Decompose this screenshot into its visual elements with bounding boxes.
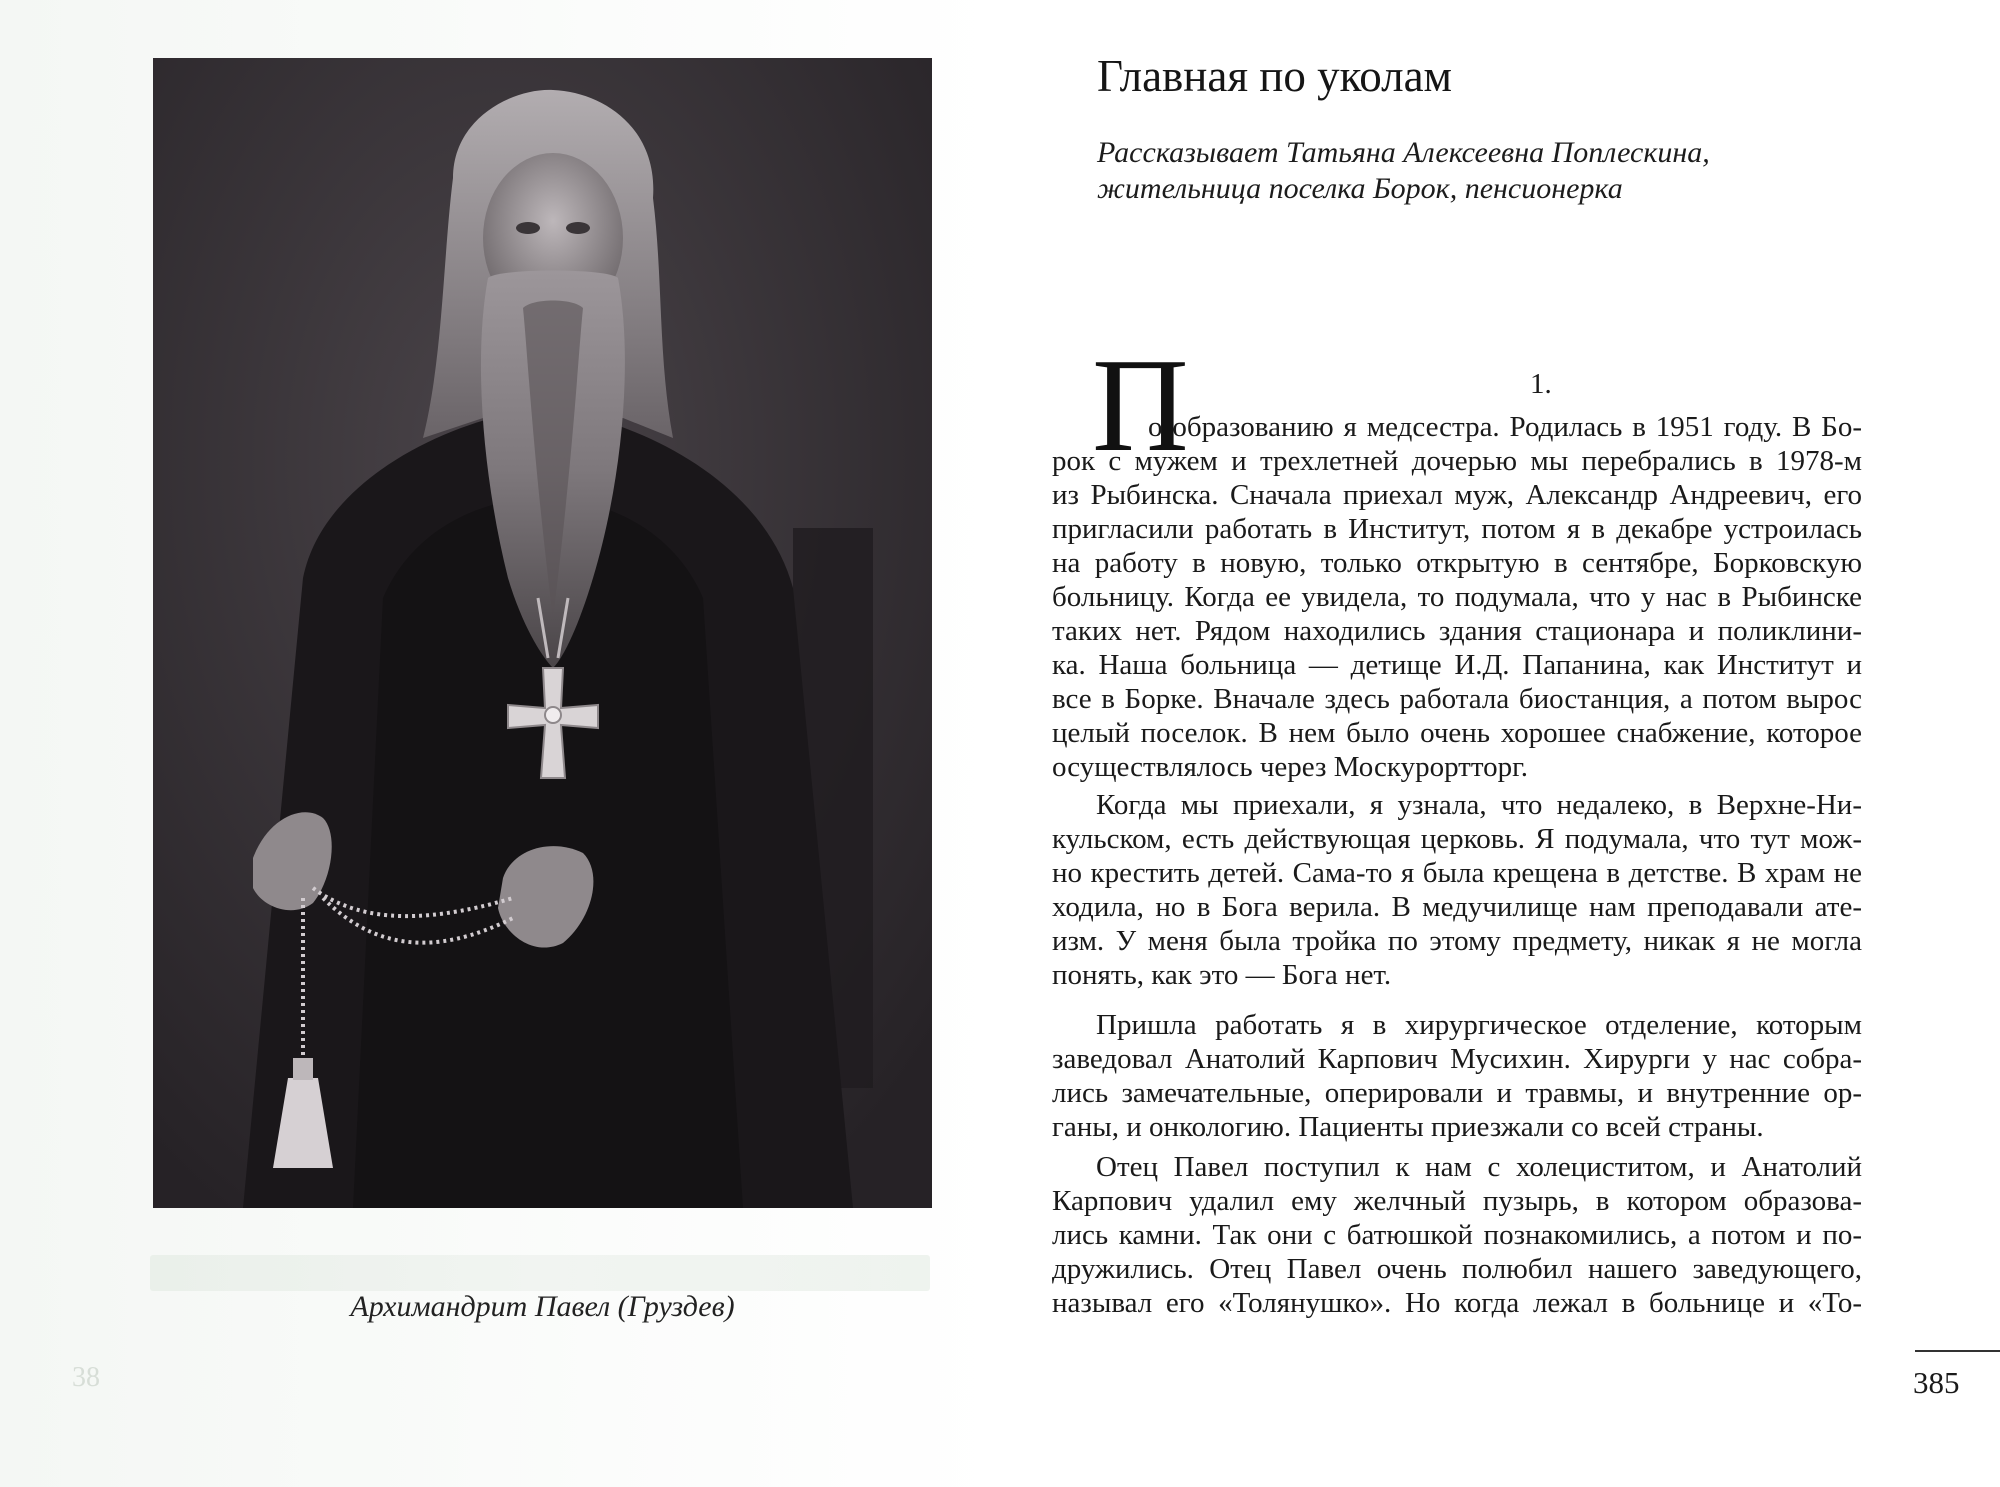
- text-line: заведовал Анатолий Карпович Мусихин. Хирурги у нас собра-: [1052, 1043, 1862, 1075]
- text-line: о образованию я медсестра. Родилась в 1951 году. В Бо-: [1148, 411, 1862, 443]
- text-line: понять, как это — Бога нет.: [1052, 959, 1392, 991]
- text-line: рок с мужем и трехлетней дочерью мы перебрались в 1978-м: [1052, 445, 1862, 477]
- bleed-through-page-number: 38: [72, 1362, 100, 1393]
- text-line: больницу. Когда ее увидела, то подумала, что у нас в Рыбинске: [1052, 581, 1862, 613]
- text-line: пригласили работать в Институт, потом я в декабре устроилась: [1052, 513, 1862, 545]
- text-line: Отец Павел поступил к нам с холециститом, и Анатолий: [1096, 1151, 1862, 1183]
- text-line: но крестить детей. Сама-то я была крещена в детстве. В храм не: [1052, 857, 1862, 889]
- portrait-photo: [153, 58, 932, 1208]
- subtitle-line: Рассказывает Татьяна Алексеевна Поплескина,: [1097, 136, 1710, 169]
- text-line: все в Борке. Вначале здесь работала биостанция, а потом вырос: [1052, 683, 1862, 715]
- text-line: из Рыбинска. Сначала приехал муж, Александр Андреевич, его: [1052, 479, 1862, 511]
- text-line: ганы, и онкологию. Пациенты приезжали со всей страны.: [1052, 1111, 1764, 1143]
- page-number: 385: [1913, 1365, 1960, 1400]
- bleed-through-text: [150, 1255, 930, 1291]
- text-line: таких нет. Рядом находились здания стационара и поликлини-: [1052, 615, 1862, 647]
- text-line: дружились. Отец Павел очень полюбил нашего заведующего,: [1052, 1253, 1862, 1285]
- text-line: ка. Наша больница — детище И.Д. Папанина, как Институт и: [1052, 649, 1862, 681]
- chapter-subtitle: [1097, 135, 1857, 207]
- text-line: Пришла работать я в хирургическое отделение, которым: [1096, 1009, 1862, 1041]
- text-line: ходила, но в Бога верила. В медучилище нам преподавали ате-: [1052, 891, 1862, 923]
- text-line: лись камни. Так они с батюшкой познакомились, а потом и по-: [1052, 1219, 1862, 1251]
- text-line: Когда мы приехали, я узнала, что недалеко, в Верхне-Ни-: [1096, 789, 1862, 821]
- page-number-rule: [1915, 1350, 2000, 1352]
- photo-caption: Архимандрит Павел (Груздев): [350, 1290, 735, 1323]
- text-line: кульском, есть действующая церковь. Я подумала, что тут мож-: [1052, 823, 1862, 855]
- text-line: на работу в новую, только открытую в сентябре, Борковскую: [1052, 547, 1862, 579]
- section-number: 1.: [1530, 368, 1552, 400]
- text-line: Карпович удалил ему желчный пузырь, в котором образова-: [1052, 1185, 1862, 1217]
- text-line: изм. У меня была тройка по этому предмету, никак я не могла: [1052, 925, 1862, 957]
- chapter-title: Главная по уколам: [1097, 51, 1453, 101]
- text-line: целый поселок. В нем было очень хорошее снабжение, которое: [1052, 717, 1862, 749]
- subtitle-line: жительница поселка Борок, пенсионерка: [1097, 172, 1623, 205]
- text-line: лись замечательные, оперировали и травмы, и внутренние ор-: [1052, 1077, 1862, 1109]
- text-line: называл его «Толянушко». Но когда лежал в больнице и «То-: [1052, 1287, 1862, 1319]
- text-line: осуществлялось через Москурортторг.: [1052, 751, 1529, 783]
- drop-cap: П: [1092, 331, 1189, 479]
